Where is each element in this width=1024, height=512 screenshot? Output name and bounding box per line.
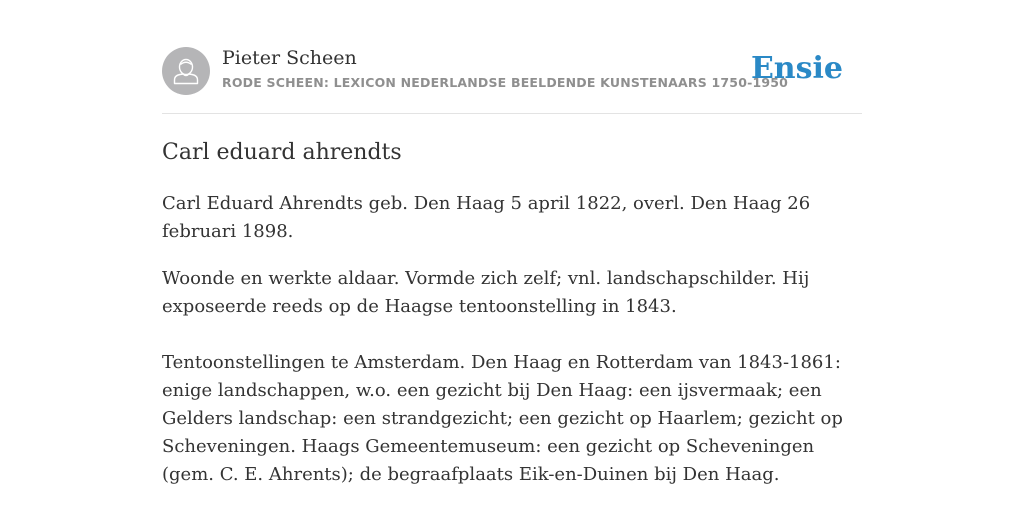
- article-title: Carl eduard ahrendts: [162, 140, 402, 165]
- paragraph-career: Woonde en werkte aldaar. Vormde zich zelf; vnl. landschapschilder. Hij exposeerde reeds op de Haagse tentoonstelling in 1843.: [162, 268, 810, 317]
- paragraph-biography: Carl Eduard Ahrendts geb. Den Haag 5 april 1822, overl. Den Haag 26 februari 1898.: [162, 193, 811, 242]
- user-icon: [162, 47, 210, 95]
- header: [162, 0, 862, 114]
- page: [162, 0, 862, 485]
- source-title[interactable]: RODE SCHEEN: LEXICON NEDERLANDSE BEELDENDE KUNSTENAARS 1750-1950: [222, 75, 789, 90]
- brand-logo[interactable]: Ensie: [750, 51, 843, 86]
- paragraph-exhibitions: Tentoonstellingen te Amsterdam. Den Haag en Rotterdam van 1843-1861: enige landschappen, w.o. een gezicht bij Den Haag: een ijsvermaak; een Gelders landschap: een strandgezicht; een gezicht op Haarlem; gezicht op Scheveningen. Haags Gemeentemuseum: een gezicht op Scheveningen (gem. C. E. Ahrents); de begraafplaats Eik-en-Duinen bij Den Haag.: [162, 352, 843, 485]
- avatar[interactable]: [162, 47, 210, 95]
- author-name[interactable]: Pieter Scheen: [222, 47, 357, 69]
